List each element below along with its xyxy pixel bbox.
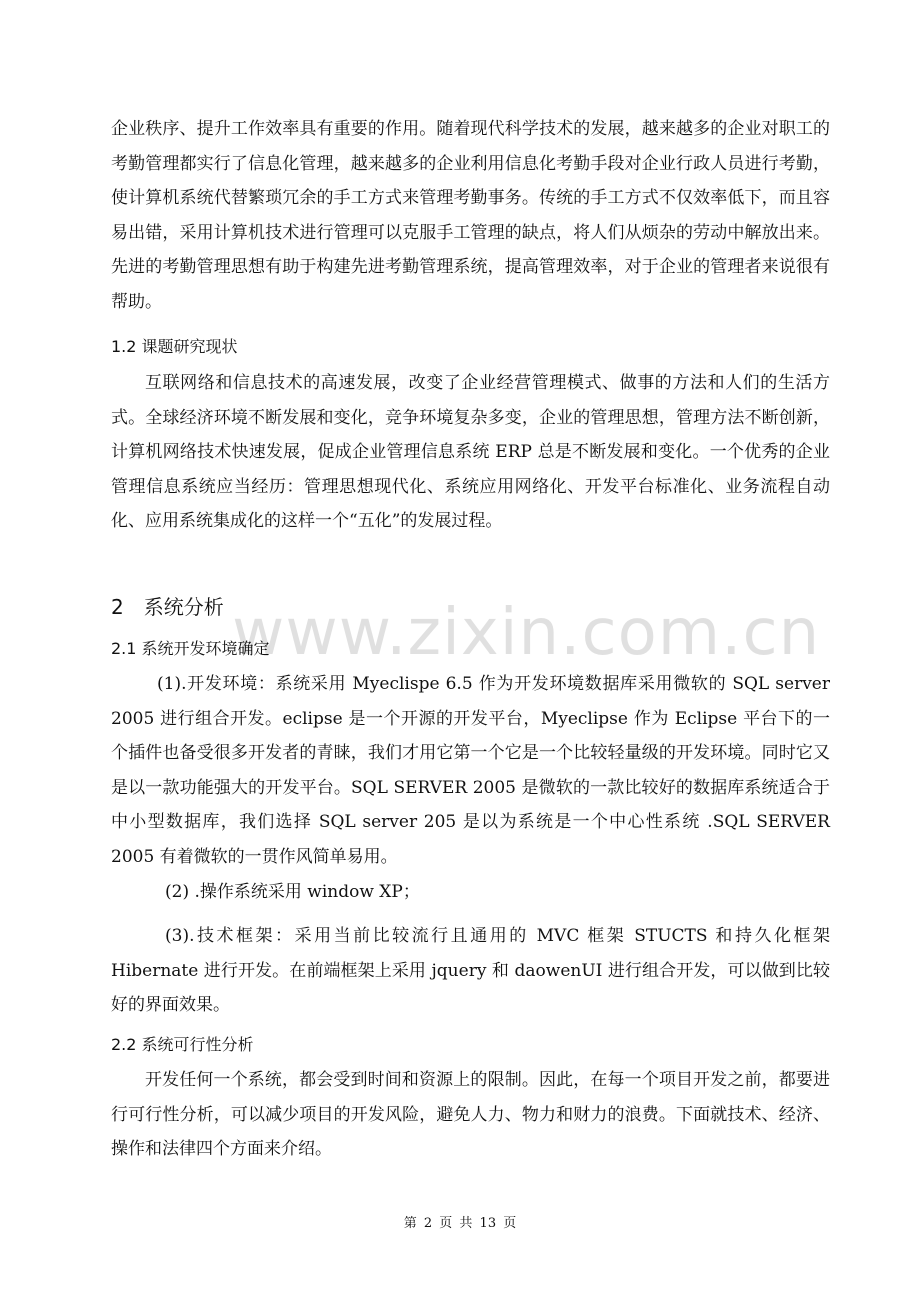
page-footer: 第 2 页 共 13 页 [403,1216,517,1231]
watermark: www.zixin.com.cn [232,596,821,670]
feasibility-paragraph: 开发任何一个系统，都会受到时间和资源上的限制。因此，在每一个项目开发之前，都要进行可行性分析，可以减少项目的开发风险，避免人力、物力和财力的浪费。下面就技术、经济、操作和法律四个方面来介绍。 [111,1070,830,1159]
tech-framework-paragraph: (3).技术框架：采用当前比较流行且通用的 MVC 框架 STUCTS 和持久化框架 Hibernate 进行开发。在前端框架上采用 jquery 和 daowenUI 进行组合开发，可以做到比较好的界面效果。 [111,926,830,1015]
section-2-heading: 2 系统分析 [111,595,224,619]
section-1-2-paragraph: 互联网络和信息技术的高速发展，改变了企业经营管理模式、做事的方法和人们的生活方式。全球经济环境不断发展和变化，竞争环境复杂多变，企业的管理思想，管理方法不断创新，计算机网络技术快速发展，促成企业管理信息系统 ERP 总是不断发展和变化。一个优秀的企业管理信息系统应当经历：管理思想现代化、系统应用网络化、开发平台标准化、业务流程自动化、应用系统集成化的这样一个“五化”的发展过程。 [111,373,830,531]
section-2-2-heading: 2.2 系统可行性分析 [111,1035,254,1054]
os-paragraph: (2) .操作系统采用 window XP； [165,882,420,902]
section-2-1-heading: 2.1 系统开发环境确定 [111,639,270,658]
section-1-2-heading: 1.2 课题研究现状 [111,337,238,356]
dev-environment-paragraph: (1).开发环境：系统采用 Myeclispe 6.5 作为开发环境数据库采用微软的 SQL server 2005 进行组合开发。eclipse 是一个开源的开发平台，Myeclipse 作为 Eclipse 平台下的一个插件也备受很多开发者的青睐，我们才用它第一个它是一个比较轻量级的开发环境。同时它又是以一款功能强大的开发平台。SQL SERVER 2005 是微软的一款比较好的数据库系统适合于中小型数据库，我们选择 SQL server 205 是以为系统是一个中心性系统 .SQL SERVER 2005 有着微软的一贯作风简单易用。 [111,674,830,867]
intro-paragraph: 企业秩序、提升工作效率具有重要的作用。随着现代科学技术的发展，越来越多的企业对职工的考勤管理都实行了信息化管理，越来越多的企业利用信息化考勤手段对企业行政人员进行考勤，使计算机系统代替繁琐冗余的手工方式来管理考勤事务。传统的手工方式不仅效率低下，而且容易出错，采用计算机技术进行管理可以克服手工管理的缺点，将人们从烦杂的劳动中解放出来。先进的考勤管理思想有助于构建先进考勤管理系统，提高管理效率，对于企业的管理者来说很有帮助。 [111,119,830,312]
